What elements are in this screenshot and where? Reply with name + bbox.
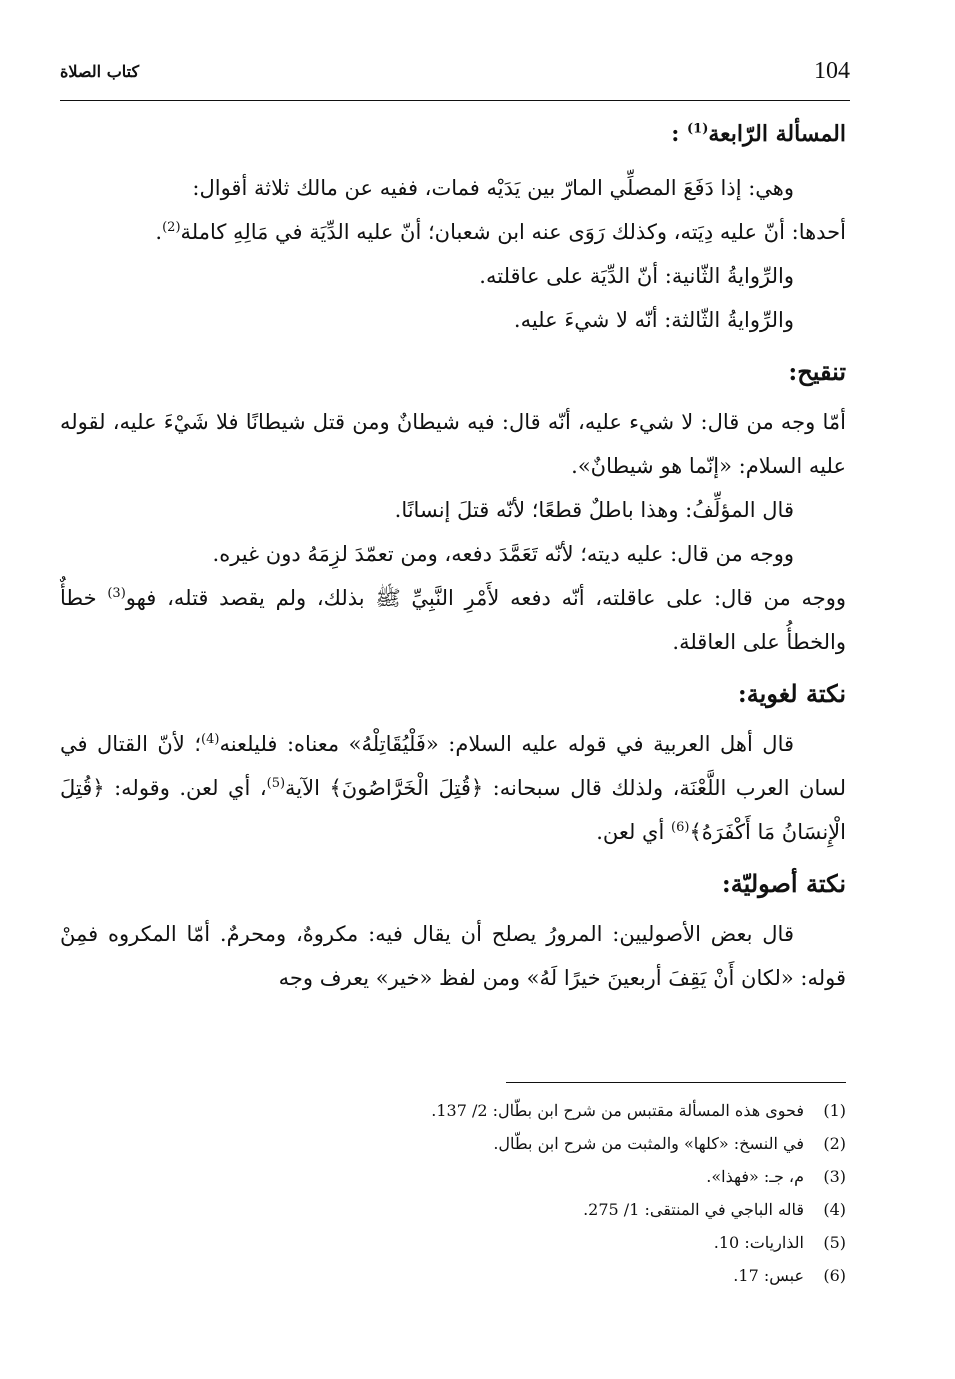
footnote-text: فحوى هذه المسألة مقتبس من شرح ابن بطّال: 2/ 137. bbox=[431, 1101, 804, 1120]
footnote-text: عبس: 17. bbox=[733, 1266, 804, 1285]
paragraph-first-narration-text: أحدها: أنّ عليه دِيَته، وكذلك رَوَى عنه ابن شعبان؛ أنّ عليه الدِّيَة في مَالِهِ كاملة bbox=[180, 220, 846, 244]
footnote-ref-6[interactable]: (6) bbox=[671, 820, 690, 835]
paragraph-linguistic-mid: ؛ لأنّ القتال في لسان العرب اللَّعْنَة، ولذلك قال سبحانه: ﴿قُتِلَ الْخَرَّاصُونَ﴾ الآية bbox=[60, 732, 846, 800]
footnote-number: (6) bbox=[823, 1266, 846, 1285]
page-number: 104 bbox=[814, 58, 850, 84]
running-title: كتاب الصلاة bbox=[60, 62, 140, 81]
paragraph-kin-liability bbox=[60, 576, 846, 664]
footnote-ref-3[interactable]: (3) bbox=[107, 586, 126, 601]
footnotes bbox=[80, 1094, 846, 1292]
footnote-item bbox=[80, 1094, 846, 1127]
footnote-number: (2) bbox=[823, 1134, 846, 1153]
heading-usul-note: نكتة أصوليّة: bbox=[721, 869, 846, 898]
footnote-ref-1[interactable]: (1) bbox=[687, 121, 709, 137]
footnote-item bbox=[80, 1127, 846, 1160]
footnote-item bbox=[80, 1193, 846, 1226]
footnote-ref-2[interactable]: (2) bbox=[162, 220, 181, 235]
paragraph-linguistic-start: قال أهل العربية في قوله عليه السلام: «فَلْيُقَاتِلْهُ» معناه: فليلعنه bbox=[219, 732, 795, 756]
paragraph-no-liability: أمّا وجه من قال: لا شيء عليه، أنّه قال: فيه شيطانٌ ومن قتل شيطانًا فلا شَيْءَ عليه، لقوله عليه السلام: «إنّما هو شيطانٌ». bbox=[60, 410, 846, 478]
footnote-separator bbox=[506, 1082, 846, 1083]
heading-tanqih: تنقيح: bbox=[788, 357, 846, 386]
heading-linguistic-note: نكتة لغوية: bbox=[737, 679, 846, 708]
footnote-item bbox=[80, 1226, 846, 1259]
footnote-ref-5[interactable]: (5) bbox=[266, 776, 286, 791]
paragraph-third-narration: والرِّوايةُ الثّالثة: أنّه لا شيءَ عليه. bbox=[513, 308, 794, 332]
footnote-ref-4[interactable]: (4) bbox=[201, 732, 220, 747]
paragraph-first-narration bbox=[60, 210, 846, 254]
page-body bbox=[60, 104, 846, 1000]
section-title-text: المسألة الرّابعة bbox=[708, 121, 846, 147]
paragraph-second-narration: والرِّوايةُ الثّانية: أنّ الدِّيَة على عاقلته. bbox=[479, 264, 794, 288]
footnote-item bbox=[80, 1160, 846, 1193]
footnote-number: (5) bbox=[823, 1233, 846, 1252]
section-title bbox=[60, 108, 846, 160]
page-header bbox=[60, 56, 850, 101]
footnote-text: قاله الباجي في المنتقى: 1/ 275. bbox=[583, 1200, 804, 1219]
paragraph-kin-liability-end: خطأٌ والخطأُ على العاقلة. bbox=[60, 586, 846, 654]
paragraph-intro: وهي: إذا دَفَعَ المصلِّي المارّ بين يَدَيْه فمات، ففيه عن مالك ثلاثة أقوال: bbox=[192, 176, 794, 200]
footnote-number: (1) bbox=[823, 1101, 846, 1120]
paragraph-linguistic-end: أي لعن. bbox=[596, 820, 671, 844]
footnote-text: الذاريات: 10. bbox=[713, 1233, 804, 1252]
paragraph-author-comment: قال المؤلِّفُ: وهذا باطلٌ قطعًا؛ لأنّه قتلَ إنسانًا. bbox=[394, 498, 794, 522]
section-title-colon: : bbox=[671, 121, 680, 147]
footnote-text: م، جـ: «فهذا». bbox=[706, 1167, 804, 1186]
paragraph-end-mark: . bbox=[155, 220, 163, 244]
paragraph-blood-money: ووجه من قال: عليه ديته؛ لأنّه تَعَمَّدَ دفعه، ومن تعمّدَ لزِمَهُ دون غيره. bbox=[212, 542, 794, 566]
paragraph-kin-liability-start: ووجه من قال: على عاقلته، أنّه دفعه لأَمْرِ النَّبِيِّ ﷺ بذلك، ولم يقصد قتله، فهو bbox=[125, 586, 846, 610]
footnote-number: (3) bbox=[823, 1167, 846, 1186]
footnote-item bbox=[80, 1259, 846, 1292]
paragraph-linguistic bbox=[60, 722, 846, 854]
footnote-text: في النسخ: «كلها» والمثبت من شرح ابن بطّال. bbox=[493, 1134, 804, 1153]
paragraph-usul: قال بعض الأصوليين: المرورُ يصلح أن يقال فيه: مكروهٌ، ومحرمٌ. أمّا المكروه فمِنْ قوله: «لكان أَنْ يَقِفَ أربعينَ خيرًا لَهُ» ومن لفظ «خير» يعرف وجه bbox=[60, 922, 846, 990]
paragraph-linguistic-mid2: ، أي لعن. وقوله: ﴿قُتِلَ الْإِنسَانُ مَا أَكْفَرَهُ﴾ bbox=[60, 776, 846, 844]
footnote-number: (4) bbox=[823, 1200, 846, 1219]
